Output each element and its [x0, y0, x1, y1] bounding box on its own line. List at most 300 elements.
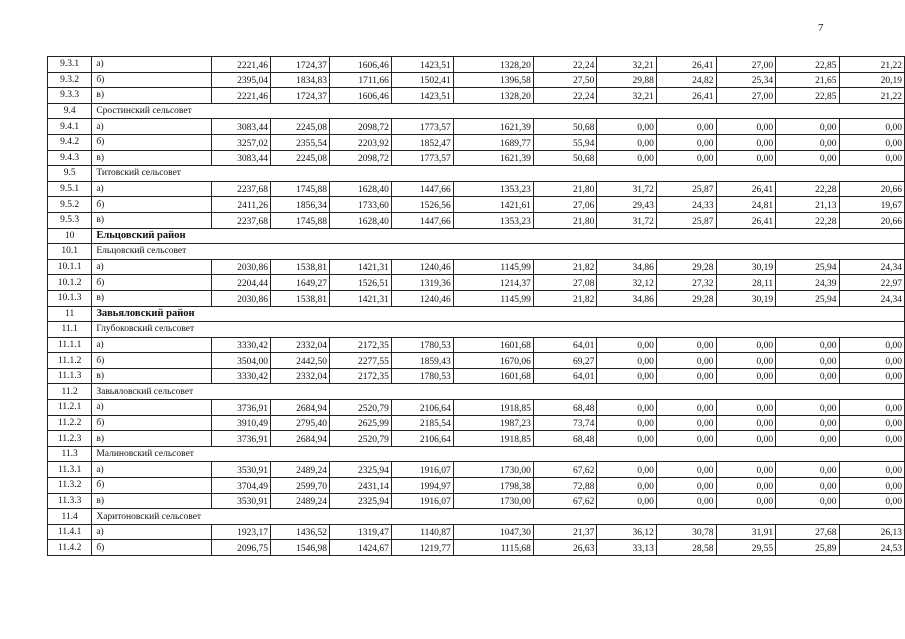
value-cell: 68,48: [533, 400, 596, 416]
value-cell: 0,00: [656, 119, 716, 135]
row-subitem: а): [92, 462, 212, 478]
value-cell: 2237,68: [211, 212, 270, 228]
value-cell: 2489,24: [270, 462, 329, 478]
value-cell: 1423,51: [391, 57, 453, 73]
table-row: [48, 181, 905, 197]
row-code: 10: [48, 228, 92, 244]
value-cell: 19,67: [839, 197, 904, 213]
table-row: [48, 353, 905, 369]
row-code: 9.4.3: [48, 150, 92, 166]
section-title: Ельцовский сельсовет: [92, 244, 905, 260]
value-cell: 1918,85: [453, 431, 533, 447]
value-cell: 22,28: [776, 212, 839, 228]
value-cell: 69,27: [533, 353, 596, 369]
value-cell: 64,01: [533, 337, 596, 353]
value-cell: 32,21: [597, 88, 657, 104]
row-subitem: в): [92, 88, 212, 104]
value-cell: 0,00: [597, 353, 657, 369]
value-cell: 3330,42: [211, 368, 270, 384]
value-cell: 1421,31: [329, 290, 391, 306]
value-cell: 1649,27: [270, 275, 329, 291]
value-cell: 0,00: [716, 119, 776, 135]
value-cell: 2030,86: [211, 259, 270, 275]
value-cell: 20,19: [839, 72, 904, 88]
value-cell: 1773,57: [391, 119, 453, 135]
value-cell: 0,00: [776, 368, 839, 384]
value-cell: 27,00: [716, 57, 776, 73]
value-cell: 2237,68: [211, 181, 270, 197]
value-cell: 2325,94: [329, 462, 391, 478]
row-code: 9.4.1: [48, 119, 92, 135]
value-cell: 1240,46: [391, 259, 453, 275]
value-cell: 3910,49: [211, 415, 270, 431]
value-cell: 2520,79: [329, 431, 391, 447]
value-cell: 0,00: [839, 337, 904, 353]
row-code: 11.3.1: [48, 462, 92, 478]
value-cell: 3083,44: [211, 119, 270, 135]
value-cell: 0,00: [656, 415, 716, 431]
value-cell: 0,00: [839, 478, 904, 494]
value-cell: 31,72: [597, 212, 657, 228]
table-row: [48, 400, 905, 416]
value-cell: 21,13: [776, 197, 839, 213]
value-cell: 0,00: [716, 150, 776, 166]
row-code: 9.5.2: [48, 197, 92, 213]
value-cell: 2684,94: [270, 400, 329, 416]
value-cell: 1628,40: [329, 212, 391, 228]
value-cell: 29,88: [597, 72, 657, 88]
value-cell: 26,41: [656, 57, 716, 73]
value-cell: 0,00: [776, 400, 839, 416]
section-row: [48, 322, 905, 338]
value-cell: 34,86: [597, 290, 657, 306]
value-cell: 25,87: [656, 181, 716, 197]
table-row: [48, 72, 905, 88]
value-cell: 1424,67: [329, 540, 391, 556]
value-cell: 0,00: [597, 400, 657, 416]
value-cell: 3083,44: [211, 150, 270, 166]
row-subitem: в): [92, 493, 212, 509]
value-cell: 24,39: [776, 275, 839, 291]
value-cell: 72,88: [533, 478, 596, 494]
value-cell: 2221,46: [211, 88, 270, 104]
value-cell: 1724,37: [270, 88, 329, 104]
value-cell: 0,00: [597, 337, 657, 353]
value-cell: 68,48: [533, 431, 596, 447]
value-cell: 1670,06: [453, 353, 533, 369]
row-subitem: в): [92, 212, 212, 228]
row-code: 10.1.1: [48, 259, 92, 275]
row-subitem: а): [92, 57, 212, 73]
value-cell: 0,00: [776, 150, 839, 166]
value-cell: 0,00: [597, 134, 657, 150]
value-cell: 24,34: [839, 290, 904, 306]
value-cell: 2277,55: [329, 353, 391, 369]
value-cell: 1353,23: [453, 212, 533, 228]
value-cell: 1423,51: [391, 88, 453, 104]
value-cell: 2355,54: [270, 134, 329, 150]
row-code: 9.5: [48, 166, 92, 182]
value-cell: 24,82: [656, 72, 716, 88]
value-cell: 2204,44: [211, 275, 270, 291]
value-cell: 0,00: [839, 150, 904, 166]
value-cell: 20,66: [839, 181, 904, 197]
value-cell: 0,00: [839, 368, 904, 384]
table-row: [48, 462, 905, 478]
value-cell: 26,41: [656, 88, 716, 104]
value-cell: 0,00: [716, 400, 776, 416]
value-cell: 0,00: [597, 478, 657, 494]
value-cell: 25,34: [716, 72, 776, 88]
value-cell: 64,01: [533, 368, 596, 384]
value-cell: 1730,00: [453, 462, 533, 478]
value-cell: 0,00: [716, 337, 776, 353]
value-cell: 3736,91: [211, 400, 270, 416]
value-cell: 0,00: [716, 462, 776, 478]
district-row: [48, 228, 905, 244]
value-cell: 2030,86: [211, 290, 270, 306]
value-cell: 1745,88: [270, 181, 329, 197]
value-cell: 0,00: [656, 493, 716, 509]
value-cell: 1689,77: [453, 134, 533, 150]
value-cell: 1502,41: [391, 72, 453, 88]
value-cell: 1606,46: [329, 88, 391, 104]
value-cell: 1219,77: [391, 540, 453, 556]
value-cell: 0,00: [839, 462, 904, 478]
value-cell: 0,00: [597, 415, 657, 431]
value-cell: 1918,85: [453, 400, 533, 416]
value-cell: 2395,04: [211, 72, 270, 88]
value-cell: 0,00: [656, 462, 716, 478]
value-cell: 0,00: [776, 353, 839, 369]
value-cell: 0,00: [597, 119, 657, 135]
row-subitem: б): [92, 72, 212, 88]
row-code: 9.3.1: [48, 57, 92, 73]
value-cell: 21,82: [533, 290, 596, 306]
value-cell: 2489,24: [270, 493, 329, 509]
value-cell: 1396,58: [453, 72, 533, 88]
value-cell: 67,62: [533, 493, 596, 509]
value-cell: 1606,46: [329, 57, 391, 73]
value-cell: 2172,35: [329, 337, 391, 353]
value-cell: 0,00: [597, 368, 657, 384]
value-cell: 2625,99: [329, 415, 391, 431]
table-row: [48, 57, 905, 73]
value-cell: 1994,97: [391, 478, 453, 494]
value-cell: 0,00: [597, 493, 657, 509]
value-cell: 3530,91: [211, 493, 270, 509]
value-cell: 2106,64: [391, 400, 453, 416]
value-cell: 1447,66: [391, 212, 453, 228]
value-cell: 0,00: [839, 431, 904, 447]
value-cell: 1773,57: [391, 150, 453, 166]
value-cell: 25,89: [776, 540, 839, 556]
value-cell: 31,72: [597, 181, 657, 197]
value-cell: 1859,43: [391, 353, 453, 369]
value-cell: 1145,99: [453, 290, 533, 306]
table-body: [48, 57, 905, 556]
value-cell: 3257,02: [211, 134, 270, 150]
value-cell: 0,00: [839, 400, 904, 416]
value-cell: 22,24: [533, 57, 596, 73]
value-cell: 1916,07: [391, 462, 453, 478]
value-cell: 27,68: [776, 524, 839, 540]
value-cell: 1856,34: [270, 197, 329, 213]
row-code: 11.4.2: [48, 540, 92, 556]
value-cell: 2431,14: [329, 478, 391, 494]
section-title: Глубоковский сельсовет: [92, 322, 905, 338]
section-title: Харитоновский сельсовет: [92, 509, 905, 525]
value-cell: 1601,68: [453, 337, 533, 353]
value-cell: 0,00: [839, 119, 904, 135]
value-cell: 2098,72: [329, 119, 391, 135]
table-row: [48, 88, 905, 104]
value-cell: 2098,72: [329, 150, 391, 166]
value-cell: 1711,66: [329, 72, 391, 88]
value-cell: 2684,94: [270, 431, 329, 447]
value-cell: 2185,54: [391, 415, 453, 431]
value-cell: 2599,70: [270, 478, 329, 494]
value-cell: 20,66: [839, 212, 904, 228]
value-cell: 24,53: [839, 540, 904, 556]
value-cell: 1436,52: [270, 524, 329, 540]
section-row: [48, 384, 905, 400]
value-cell: 21,65: [776, 72, 839, 88]
value-cell: 2332,04: [270, 337, 329, 353]
section-title: Малиновский сельсовет: [92, 446, 905, 462]
row-subitem: в): [92, 368, 212, 384]
table-row: [48, 337, 905, 353]
value-cell: 1115,68: [453, 540, 533, 556]
value-cell: 2245,08: [270, 150, 329, 166]
value-cell: 27,08: [533, 275, 596, 291]
value-cell: 26,13: [839, 524, 904, 540]
value-cell: 1538,81: [270, 259, 329, 275]
value-cell: 26,63: [533, 540, 596, 556]
value-cell: 0,00: [839, 134, 904, 150]
row-code: 9.3.2: [48, 72, 92, 88]
row-code: 11.1.2: [48, 353, 92, 369]
value-cell: 1628,40: [329, 181, 391, 197]
value-cell: 0,00: [597, 150, 657, 166]
row-code: 11.2.2: [48, 415, 92, 431]
row-code: 11.1.3: [48, 368, 92, 384]
district-title: Ельцовский район: [92, 228, 905, 244]
value-cell: 55,94: [533, 134, 596, 150]
value-cell: 0,00: [776, 337, 839, 353]
table-row: [48, 540, 905, 556]
row-code: 11.2.1: [48, 400, 92, 416]
value-cell: 73,74: [533, 415, 596, 431]
value-cell: 3530,91: [211, 462, 270, 478]
value-cell: 1780,53: [391, 337, 453, 353]
value-cell: 1987,23: [453, 415, 533, 431]
value-cell: 22,85: [776, 88, 839, 104]
value-cell: 1733,60: [329, 197, 391, 213]
value-cell: 50,68: [533, 119, 596, 135]
value-cell: 27,06: [533, 197, 596, 213]
value-cell: 21,80: [533, 181, 596, 197]
value-cell: 1421,31: [329, 259, 391, 275]
value-cell: 2795,40: [270, 415, 329, 431]
row-code: 9.5.1: [48, 181, 92, 197]
value-cell: 22,24: [533, 88, 596, 104]
value-cell: 2203,92: [329, 134, 391, 150]
row-code: 11.4.1: [48, 524, 92, 540]
row-code: 11.2: [48, 384, 92, 400]
value-cell: 1240,46: [391, 290, 453, 306]
row-code: 11: [48, 306, 92, 322]
value-cell: 31,91: [716, 524, 776, 540]
section-title: Титовский сельсовет: [92, 166, 905, 182]
value-cell: 1447,66: [391, 181, 453, 197]
value-cell: 27,50: [533, 72, 596, 88]
row-subitem: б): [92, 197, 212, 213]
row-code: 11.2.3: [48, 431, 92, 447]
value-cell: 0,00: [776, 478, 839, 494]
section-title: Завьяловский сельсовет: [92, 384, 905, 400]
value-cell: 0,00: [776, 134, 839, 150]
row-code: 9.4.2: [48, 134, 92, 150]
value-cell: 28,58: [656, 540, 716, 556]
value-cell: 67,62: [533, 462, 596, 478]
value-cell: 0,00: [656, 134, 716, 150]
value-cell: 1745,88: [270, 212, 329, 228]
value-cell: 34,86: [597, 259, 657, 275]
district-title: Завьяловский район: [92, 306, 905, 322]
row-code: 11.3: [48, 446, 92, 462]
value-cell: 27,32: [656, 275, 716, 291]
value-cell: 0,00: [656, 337, 716, 353]
section-row: [48, 103, 905, 119]
value-cell: 27,00: [716, 88, 776, 104]
value-cell: 0,00: [776, 493, 839, 509]
value-cell: 33,13: [597, 540, 657, 556]
row-subitem: б): [92, 415, 212, 431]
value-cell: 24,33: [656, 197, 716, 213]
value-cell: 1923,17: [211, 524, 270, 540]
row-subitem: б): [92, 353, 212, 369]
section-row: [48, 244, 905, 260]
value-cell: 1319,47: [329, 524, 391, 540]
value-cell: 0,00: [839, 415, 904, 431]
value-cell: 1730,00: [453, 493, 533, 509]
value-cell: 1328,20: [453, 88, 533, 104]
value-cell: 2325,94: [329, 493, 391, 509]
row-subitem: б): [92, 478, 212, 494]
section-row: [48, 166, 905, 182]
district-row: [48, 306, 905, 322]
value-cell: 0,00: [716, 493, 776, 509]
row-subitem: б): [92, 275, 212, 291]
value-cell: 25,94: [776, 259, 839, 275]
value-cell: 0,00: [839, 353, 904, 369]
value-cell: 29,55: [716, 540, 776, 556]
value-cell: 1834,83: [270, 72, 329, 88]
value-cell: 3504,00: [211, 353, 270, 369]
value-cell: 24,34: [839, 259, 904, 275]
row-subitem: а): [92, 524, 212, 540]
row-code: 10.1.2: [48, 275, 92, 291]
value-cell: 0,00: [656, 431, 716, 447]
value-cell: 0,00: [776, 119, 839, 135]
value-cell: 0,00: [597, 462, 657, 478]
row-code: 9.5.3: [48, 212, 92, 228]
table-row: [48, 119, 905, 135]
row-code: 10.1: [48, 244, 92, 260]
row-code: 11.3.3: [48, 493, 92, 509]
table-row: [48, 431, 905, 447]
value-cell: 0,00: [656, 353, 716, 369]
row-code: 11.1.1: [48, 337, 92, 353]
value-cell: 0,00: [656, 400, 716, 416]
value-cell: 1724,37: [270, 57, 329, 73]
value-cell: 30,78: [656, 524, 716, 540]
value-cell: 0,00: [656, 368, 716, 384]
value-cell: 29,43: [597, 197, 657, 213]
value-cell: 21,80: [533, 212, 596, 228]
row-subitem: в): [92, 431, 212, 447]
value-cell: 1526,56: [391, 197, 453, 213]
value-cell: 25,94: [776, 290, 839, 306]
value-cell: 2221,46: [211, 57, 270, 73]
value-cell: 22,85: [776, 57, 839, 73]
table-row: [48, 415, 905, 431]
row-code: 9.4: [48, 103, 92, 119]
value-cell: 0,00: [776, 415, 839, 431]
value-cell: 1319,36: [391, 275, 453, 291]
table-row: [48, 478, 905, 494]
table-row: [48, 197, 905, 213]
section-title: Сростинский сельсовет: [92, 103, 905, 119]
value-cell: 1140,87: [391, 524, 453, 540]
value-cell: 1621,39: [453, 119, 533, 135]
page-number: 7: [818, 22, 824, 34]
value-cell: 0,00: [597, 431, 657, 447]
value-cell: 2332,04: [270, 368, 329, 384]
value-cell: 2411,26: [211, 197, 270, 213]
value-cell: 3330,42: [211, 337, 270, 353]
table-row: [48, 290, 905, 306]
value-cell: 29,28: [656, 259, 716, 275]
value-cell: 1353,23: [453, 181, 533, 197]
value-cell: 0,00: [716, 353, 776, 369]
value-cell: 2172,35: [329, 368, 391, 384]
row-subitem: а): [92, 181, 212, 197]
value-cell: 1214,37: [453, 275, 533, 291]
row-subitem: б): [92, 134, 212, 150]
value-cell: 30,19: [716, 259, 776, 275]
value-cell: 3704,49: [211, 478, 270, 494]
value-cell: 50,68: [533, 150, 596, 166]
row-code: 11.3.2: [48, 478, 92, 494]
value-cell: 1852,47: [391, 134, 453, 150]
table-row: [48, 259, 905, 275]
value-cell: 21,22: [839, 88, 904, 104]
value-cell: 29,28: [656, 290, 716, 306]
value-cell: 1780,53: [391, 368, 453, 384]
value-cell: 3736,91: [211, 431, 270, 447]
value-cell: 0,00: [839, 493, 904, 509]
value-cell: 2096,75: [211, 540, 270, 556]
value-cell: 1798,38: [453, 478, 533, 494]
value-cell: 32,12: [597, 275, 657, 291]
value-cell: 0,00: [716, 134, 776, 150]
value-cell: 32,21: [597, 57, 657, 73]
value-cell: 30,19: [716, 290, 776, 306]
table-row: [48, 134, 905, 150]
row-subitem: а): [92, 337, 212, 353]
